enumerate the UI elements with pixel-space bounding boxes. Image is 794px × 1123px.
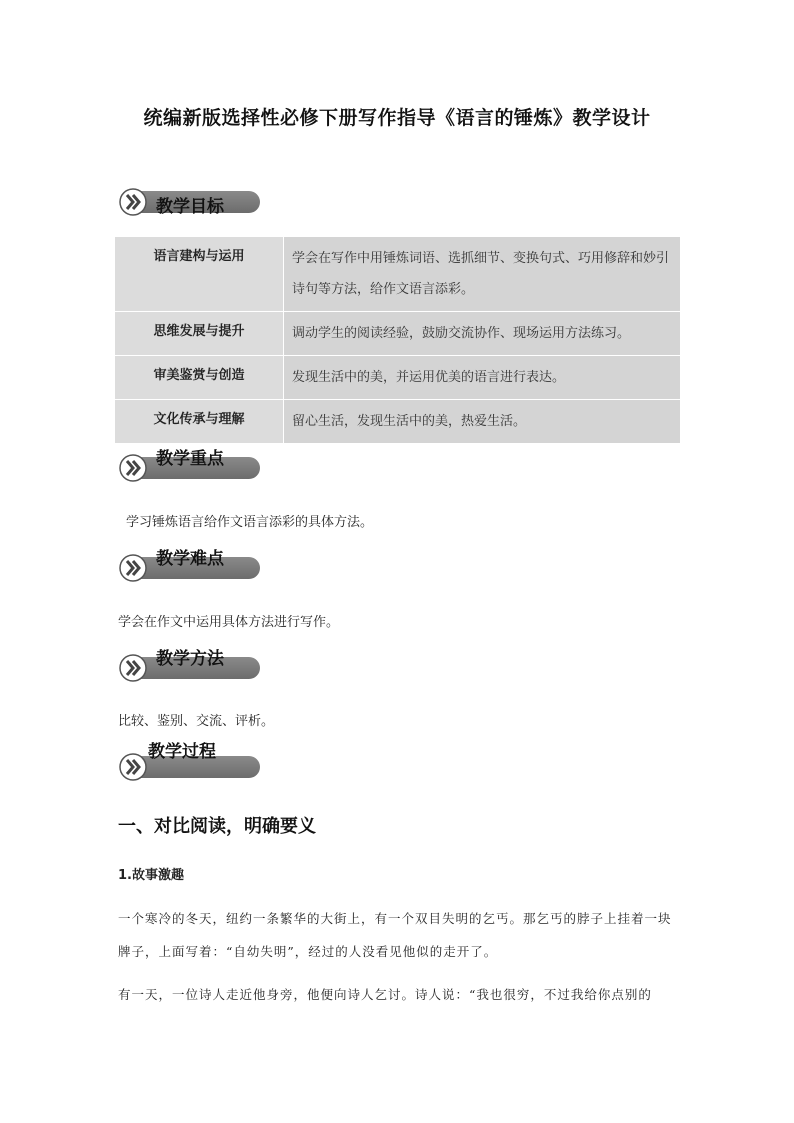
story-paragraph: 一个寒冷的冬天，纽约一条繁华的大街上，有一个双目失明的乞丐。那乞丐的脖子上挂着一块牌子，上面写着：“自幼失明”，经过的人没看见他似的走开了。 xyxy=(118,911,672,959)
double-chevron-right-icon xyxy=(118,653,148,683)
table-row xyxy=(115,312,681,356)
section-header-objectives xyxy=(118,187,260,217)
section-label: 教学目标 xyxy=(156,197,224,217)
double-chevron-right-icon xyxy=(118,752,148,782)
section-header-key-points xyxy=(118,449,260,483)
table-key: 审美鉴赏与创造 xyxy=(115,356,284,400)
document-title: 统编新版选择性必修下册写作指导《语言的锤炼》教学设计 xyxy=(143,107,651,129)
table-value: 发现生活中的美，并运用优美的语言进行表达。 xyxy=(284,356,681,400)
table-key: 思维发展与提升 xyxy=(115,312,284,356)
table-value: 留心生活，发现生活中的美，热爱生活。 xyxy=(284,400,681,444)
section-label: 教学难点 xyxy=(156,549,224,569)
table-row xyxy=(115,400,681,444)
table-key: 语言建构与运用 xyxy=(115,237,284,312)
section-header-difficulties xyxy=(118,549,260,583)
story-paragraph: 有一天，一位诗人走近他身旁，他便向诗人乞讨。诗人说：“我也很穷，不过我给你点别的 xyxy=(118,987,652,1002)
section-label: 教学过程 xyxy=(148,742,216,762)
section-label: 教学重点 xyxy=(156,449,224,469)
part-heading: 一、对比阅读，明确要义 xyxy=(118,816,316,837)
section-label: 教学方法 xyxy=(156,649,224,669)
table-value: 学会在写作中用锤炼词语、选抓细节、变换句式、巧用修辞和妙引诗句等方法，给作文语言添彩。 xyxy=(284,237,681,312)
double-chevron-right-icon xyxy=(118,453,148,483)
section-header-methods xyxy=(118,649,260,683)
objectives-table xyxy=(114,236,681,444)
section-header-process xyxy=(118,742,260,782)
difficulties-text: 学会在作文中运用具体方法进行写作。 xyxy=(118,615,340,630)
table-value: 调动学生的阅读经验，鼓励交流协作、现场运用方法练习。 xyxy=(284,312,681,356)
table-key: 文化传承与理解 xyxy=(115,400,284,444)
part-subheading: 1.故事激趣 xyxy=(118,868,184,883)
methods-text: 比较、鉴别、交流、评析。 xyxy=(118,714,275,729)
key-points-text: 学习锤炼语言给作文语言添彩的具体方法。 xyxy=(126,515,374,530)
table-row xyxy=(115,237,681,312)
double-chevron-right-icon xyxy=(118,187,148,217)
table-row xyxy=(115,356,681,400)
double-chevron-right-icon xyxy=(118,553,148,583)
